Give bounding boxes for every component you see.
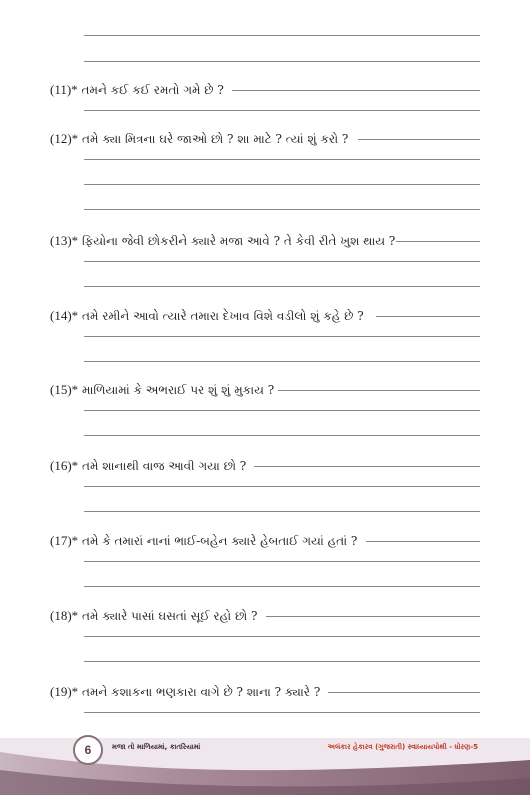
- question-text: તમે ક્યારે પાસાં ઘસતાં સૂઈ રહો છો ?: [82, 609, 258, 623]
- question-number: (11)*: [50, 82, 78, 97]
- answer-line: [366, 541, 480, 542]
- answer-line: [84, 712, 480, 713]
- question-number: (15)*: [50, 382, 79, 397]
- question-number: (16)*: [50, 458, 79, 473]
- question-18: [50, 608, 258, 624]
- question-text: તમને કશાકના ભણકારા વાગે છે ? શાના ? ક્યારે ?: [82, 685, 321, 699]
- question-number: (13)*: [50, 233, 79, 248]
- answer-line: [84, 636, 480, 637]
- question-text: તમે કે તમારાં નાનાં ભાઈ-બહેન ક્યારે હેબતાઈ ગયાં હતાં ?: [82, 534, 358, 548]
- answer-line: [84, 661, 480, 662]
- answer-line: [254, 466, 480, 467]
- question-text: તમે શાનાથી વાજ આવી ગયા છો ?: [82, 459, 247, 473]
- page-number-badge: 6: [73, 735, 103, 765]
- question-text: માળિયામાં કે અભરાઈ પર શું શું મુકાય ?: [82, 383, 275, 397]
- question-number: (14)*: [50, 308, 79, 323]
- question-19: [50, 684, 320, 700]
- question-text: તમને કઈ કઈ રમતો ગમે છે ?: [81, 83, 224, 97]
- question-12: [50, 131, 348, 147]
- answer-line: [84, 586, 480, 587]
- answer-line: [84, 410, 480, 411]
- question-number: (19)*: [50, 684, 79, 699]
- question-11: [50, 82, 224, 98]
- question-text: તમે ક્યા મિત્રના ઘરે જાઓ છો ? શા માટે ? ત્યાં શું કરો ?: [82, 132, 349, 146]
- answer-line: [266, 616, 480, 617]
- answer-line: [358, 139, 480, 140]
- question-number: (12)*: [50, 131, 79, 146]
- question-13: [50, 233, 395, 249]
- answer-line: [84, 361, 480, 362]
- answer-line: [84, 286, 480, 287]
- question-17: [50, 533, 357, 549]
- answer-line: [84, 61, 480, 62]
- question-text: તમે રમીને આવો ત્યારે તમારા દેખાવ વિશે વડીલો શું કહે છે ?: [82, 309, 364, 323]
- answer-line: [376, 316, 480, 317]
- footer-chapter-title: મજા તો માળિયામાં, કાતરિયામાં: [112, 743, 201, 751]
- question-16: [50, 458, 246, 474]
- answer-line: [84, 261, 480, 262]
- answer-line: [84, 184, 480, 185]
- answer-line: [84, 511, 480, 512]
- answer-line: [84, 486, 480, 487]
- answer-line: [84, 336, 480, 337]
- footer-book-title: અલંકાર હેકારવ (ગુજરાતી) સ્વાધ્યાયપોથી - ધોરણ-5: [327, 743, 478, 751]
- answer-line: [84, 209, 480, 210]
- answer-line: [396, 241, 480, 242]
- question-14: [50, 308, 364, 324]
- question-text: ફિયોના જેવી છોકરીને ક્યારે મજા આવે ? તે કેવી રીતે ખુશ થાય ?: [82, 234, 396, 248]
- answer-line: [84, 435, 480, 436]
- answer-line: [84, 561, 480, 562]
- answer-line: [84, 35, 480, 36]
- question-15: [50, 382, 274, 398]
- question-number: (17)*: [50, 533, 79, 548]
- answer-line: [84, 110, 480, 111]
- answer-line: [84, 159, 480, 160]
- answer-line: [232, 90, 480, 91]
- question-number: (18)*: [50, 608, 79, 623]
- answer-line: [278, 390, 480, 391]
- answer-line: [328, 692, 480, 693]
